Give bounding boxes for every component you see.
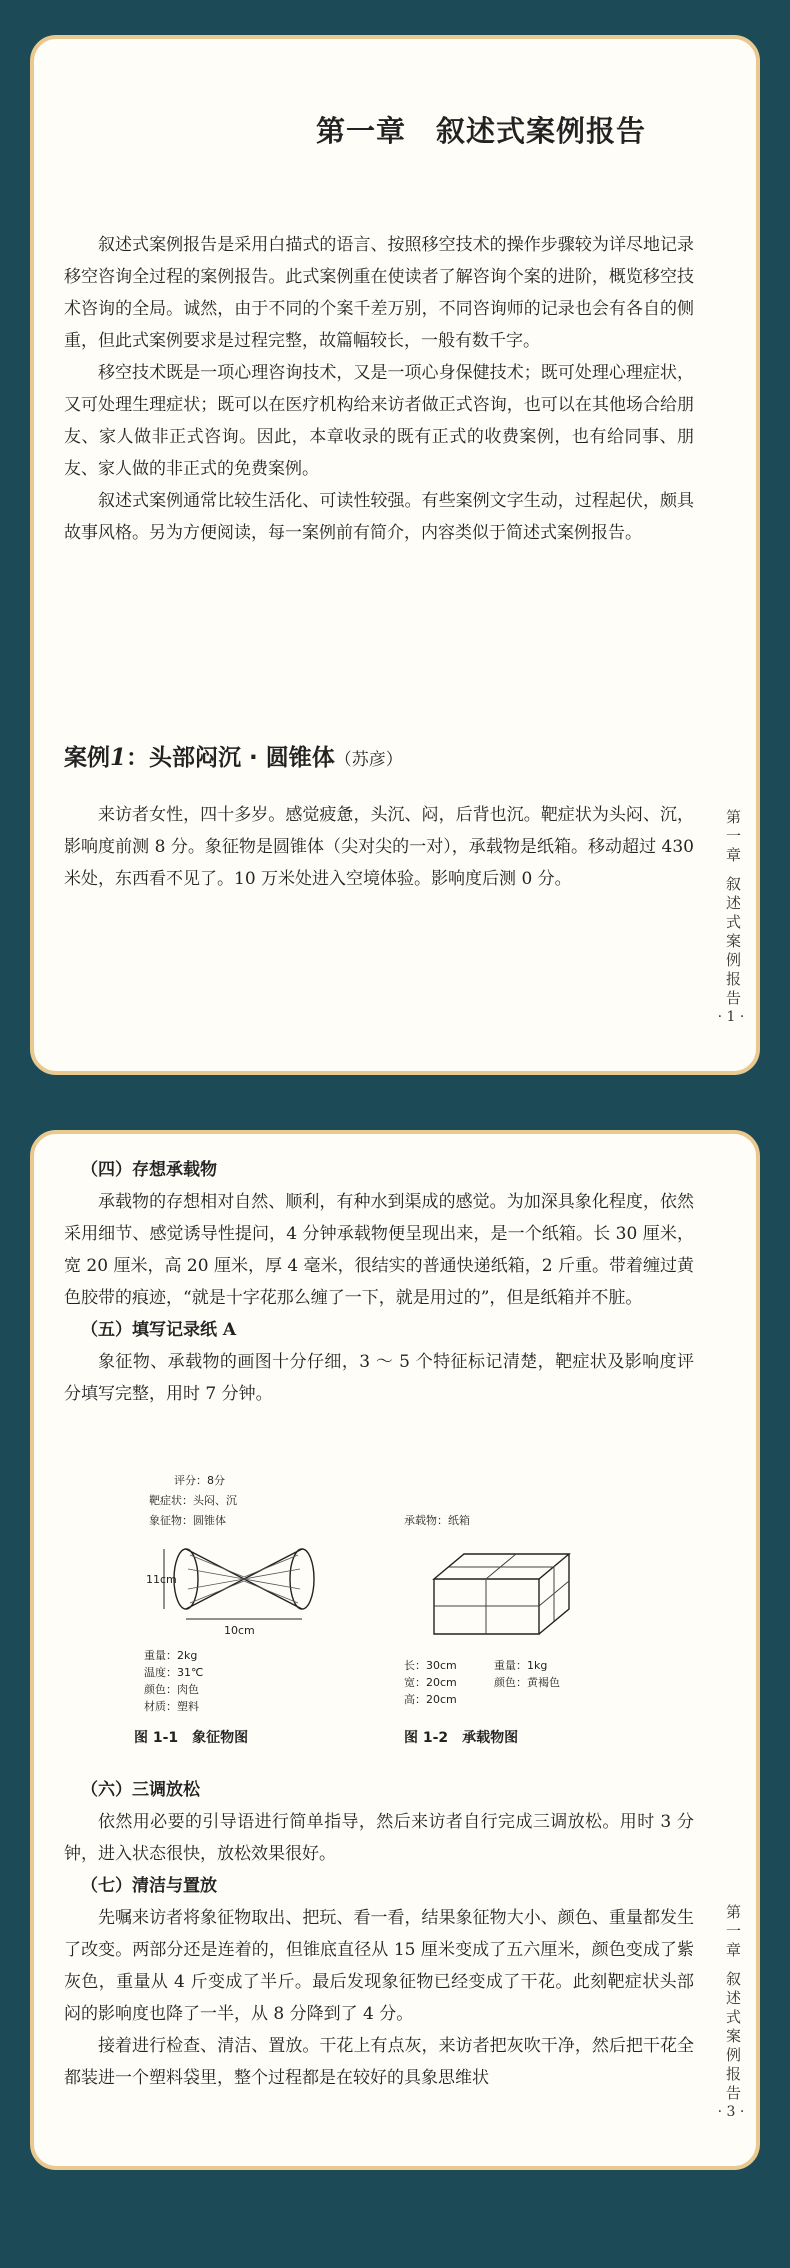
side-chapter-tab (718, 1904, 744, 2104)
paragraph-2: 移空技术既是一项心理咨询技术，又是一项心身保健技术；既可处理心理症状，又可处理生理症状；既可以在医疗机构给来访者做正式咨询，也可以在其他场合给朋友、家人做非正式咨询。因此，本章收录的既有正式的收费案例，也有给同事、朋友、家人做的非正式的免费案例。 (64, 363, 694, 479)
section-7-paragraph-1: 先嘱来访者将象征物取出、把玩、看一看，结果象征物大小、颜色、重量都发生了改变。两部分还是连着的，但锥底直径从 15 厘米变成了五六厘米，颜色变成了紫灰色，重量从 4 斤变成了半斤。最后发现象征物已经变成了干花。此刻靶症状头部闷的影响度也降了一半，从 8 分降到了 4 分。 (64, 1908, 694, 2024)
page-number: · 3 · (717, 2104, 745, 2120)
side-chapter-tab (718, 809, 744, 1009)
fig2-attr-right-2: 颜色：黄褐色 (494, 1676, 560, 1689)
section-6-heading: （六）三调放松 (81, 1780, 200, 1800)
side-tab-chapter: 第一章 (724, 809, 742, 866)
fig1-note-2: 靶症状：头闷、沉 (149, 1494, 237, 1507)
chapter-title: 第一章 叙述式案例报告 (315, 114, 646, 148)
fig2-attr-left-1: 长：30cm (404, 1659, 457, 1672)
section-4-paragraph: 承载物的存想相对自然、顺利，有种水到渠成的感觉。为加深具象化程度，依然采用细节、感觉诱导性提问，4 分钟承载物便呈现出来，是一个纸箱。长 30 厘米，宽 20 厘米，高 20 厘米，厚 4 毫米，很结实的普通快递纸箱，2 斤重。带着缠过黄色胶带的痕迹，“就是十字花那么缠了一下，就是用过的”，但是纸箱并不脏。 (64, 1192, 694, 1308)
section-5-heading: （五）填写记录纸 A (81, 1320, 237, 1340)
figure-row (64, 1469, 694, 1759)
fig2-attr-left-3: 高：20cm (404, 1693, 457, 1706)
section-4-heading: （四）存想承载物 (81, 1160, 217, 1180)
case-heading (64, 739, 694, 772)
fig1-attr-4: 材质：塑料 (144, 1700, 199, 1713)
figure-1-1-caption: 图 1-1 象征物图 (134, 1730, 249, 1746)
section-7-heading: （七）清洁与置放 (81, 1876, 217, 1896)
paragraph-3: 叙述式案例通常比较生活化、可读性较强。有些案例文字生动，过程起伏，颇具故事风格。另为方便阅读，每一案例前有简介，内容类似于简述式案例报告。 (64, 491, 694, 543)
side-tab-title: 叙述式案例报告 (724, 1971, 742, 2104)
fig1-attr-2: 温度：31℃ (144, 1666, 204, 1679)
fig1-note-1: 评分：8分 (174, 1474, 225, 1487)
side-tab-title: 叙述式案例报告 (724, 876, 742, 1009)
case-title-prefix: 案例 (64, 745, 110, 771)
figure-1-1 (104, 1469, 364, 1746)
section-7-paragraph-2: 接着进行检查、清洁、置放。干花上有点灰，来访者把灰吹干净，然后把干花全都装进一个塑料袋里，整个过程都是在较好的具象思维状 (64, 2036, 694, 2088)
intro-text (64, 229, 694, 549)
carrier-drawing (394, 1509, 654, 1729)
fig1-note-3: 象征物：圆锥体 (149, 1514, 226, 1527)
fig2-note: 承载物：纸箱 (404, 1514, 470, 1527)
sections-4-5 (64, 1154, 694, 1410)
book-page-1 (30, 35, 760, 1075)
figure-1-2 (394, 1509, 654, 1746)
case-author: （苏彦） (334, 750, 403, 770)
case-title-main: ：头部闷沉 · 圆锥体 (126, 745, 335, 771)
paragraph-1: 叙述式案例报告是采用白描式的语言、按照移空技术的操作步骤较为详尽地记录移空咨询全过程的案例报告。此式案例重在使读者了解咨询个案的进阶，概览移空技术咨询的全局。诚然，由于不同的个案千差万别，不同咨询师的记录也会有各自的侧重，但此式案例要求是过程完整，故篇幅较长，一般有数千字。 (64, 235, 694, 351)
case-summary-paragraph: 来访者女性，四十多岁。感觉疲惫，头沉、闷，后背也沉。靶症状为头闷、沉，影响度前测 8 分。象征物是圆锥体（尖对尖的一对），承载物是纸箱。移动超过 430 米处，东西看不见了。10 万米处进入空境体验。影响度后测 0 分。 (64, 805, 694, 889)
section-6-paragraph: 依然用必要的引导语进行简单指导，然后来访者自行完成三调放松。用时 3 分钟，进入状态很快，放松效果很好。 (64, 1812, 694, 1864)
sections-6-7 (64, 1774, 694, 2094)
fig2-attr-right-1: 重量：1kg (494, 1659, 548, 1672)
fig1-dim-width: 10cm (224, 1624, 255, 1637)
case-number: 1 (110, 744, 127, 771)
book-page-3 (30, 1130, 760, 2170)
case-summary (64, 799, 694, 895)
case-title (64, 739, 694, 772)
figure-1-2-caption: 图 1-2 承载物图 (404, 1730, 519, 1746)
symbol-drawing (104, 1469, 364, 1729)
fig1-attr-1: 重量：2kg (144, 1649, 198, 1662)
section-5-paragraph: 象征物、承载物的画图十分仔细，3 ～ 5 个特征标记清楚，靶症状及影响度评分填写完整，用时 7 分钟。 (64, 1352, 694, 1404)
fig1-dim-height: 11cm (146, 1573, 177, 1586)
fig1-attr-3: 颜色：肉色 (144, 1683, 199, 1696)
fig2-attr-left-2: 宽：20cm (404, 1676, 457, 1689)
page-number: · 1 · (717, 1009, 745, 1025)
side-tab-chapter: 第一章 (724, 1904, 742, 1961)
